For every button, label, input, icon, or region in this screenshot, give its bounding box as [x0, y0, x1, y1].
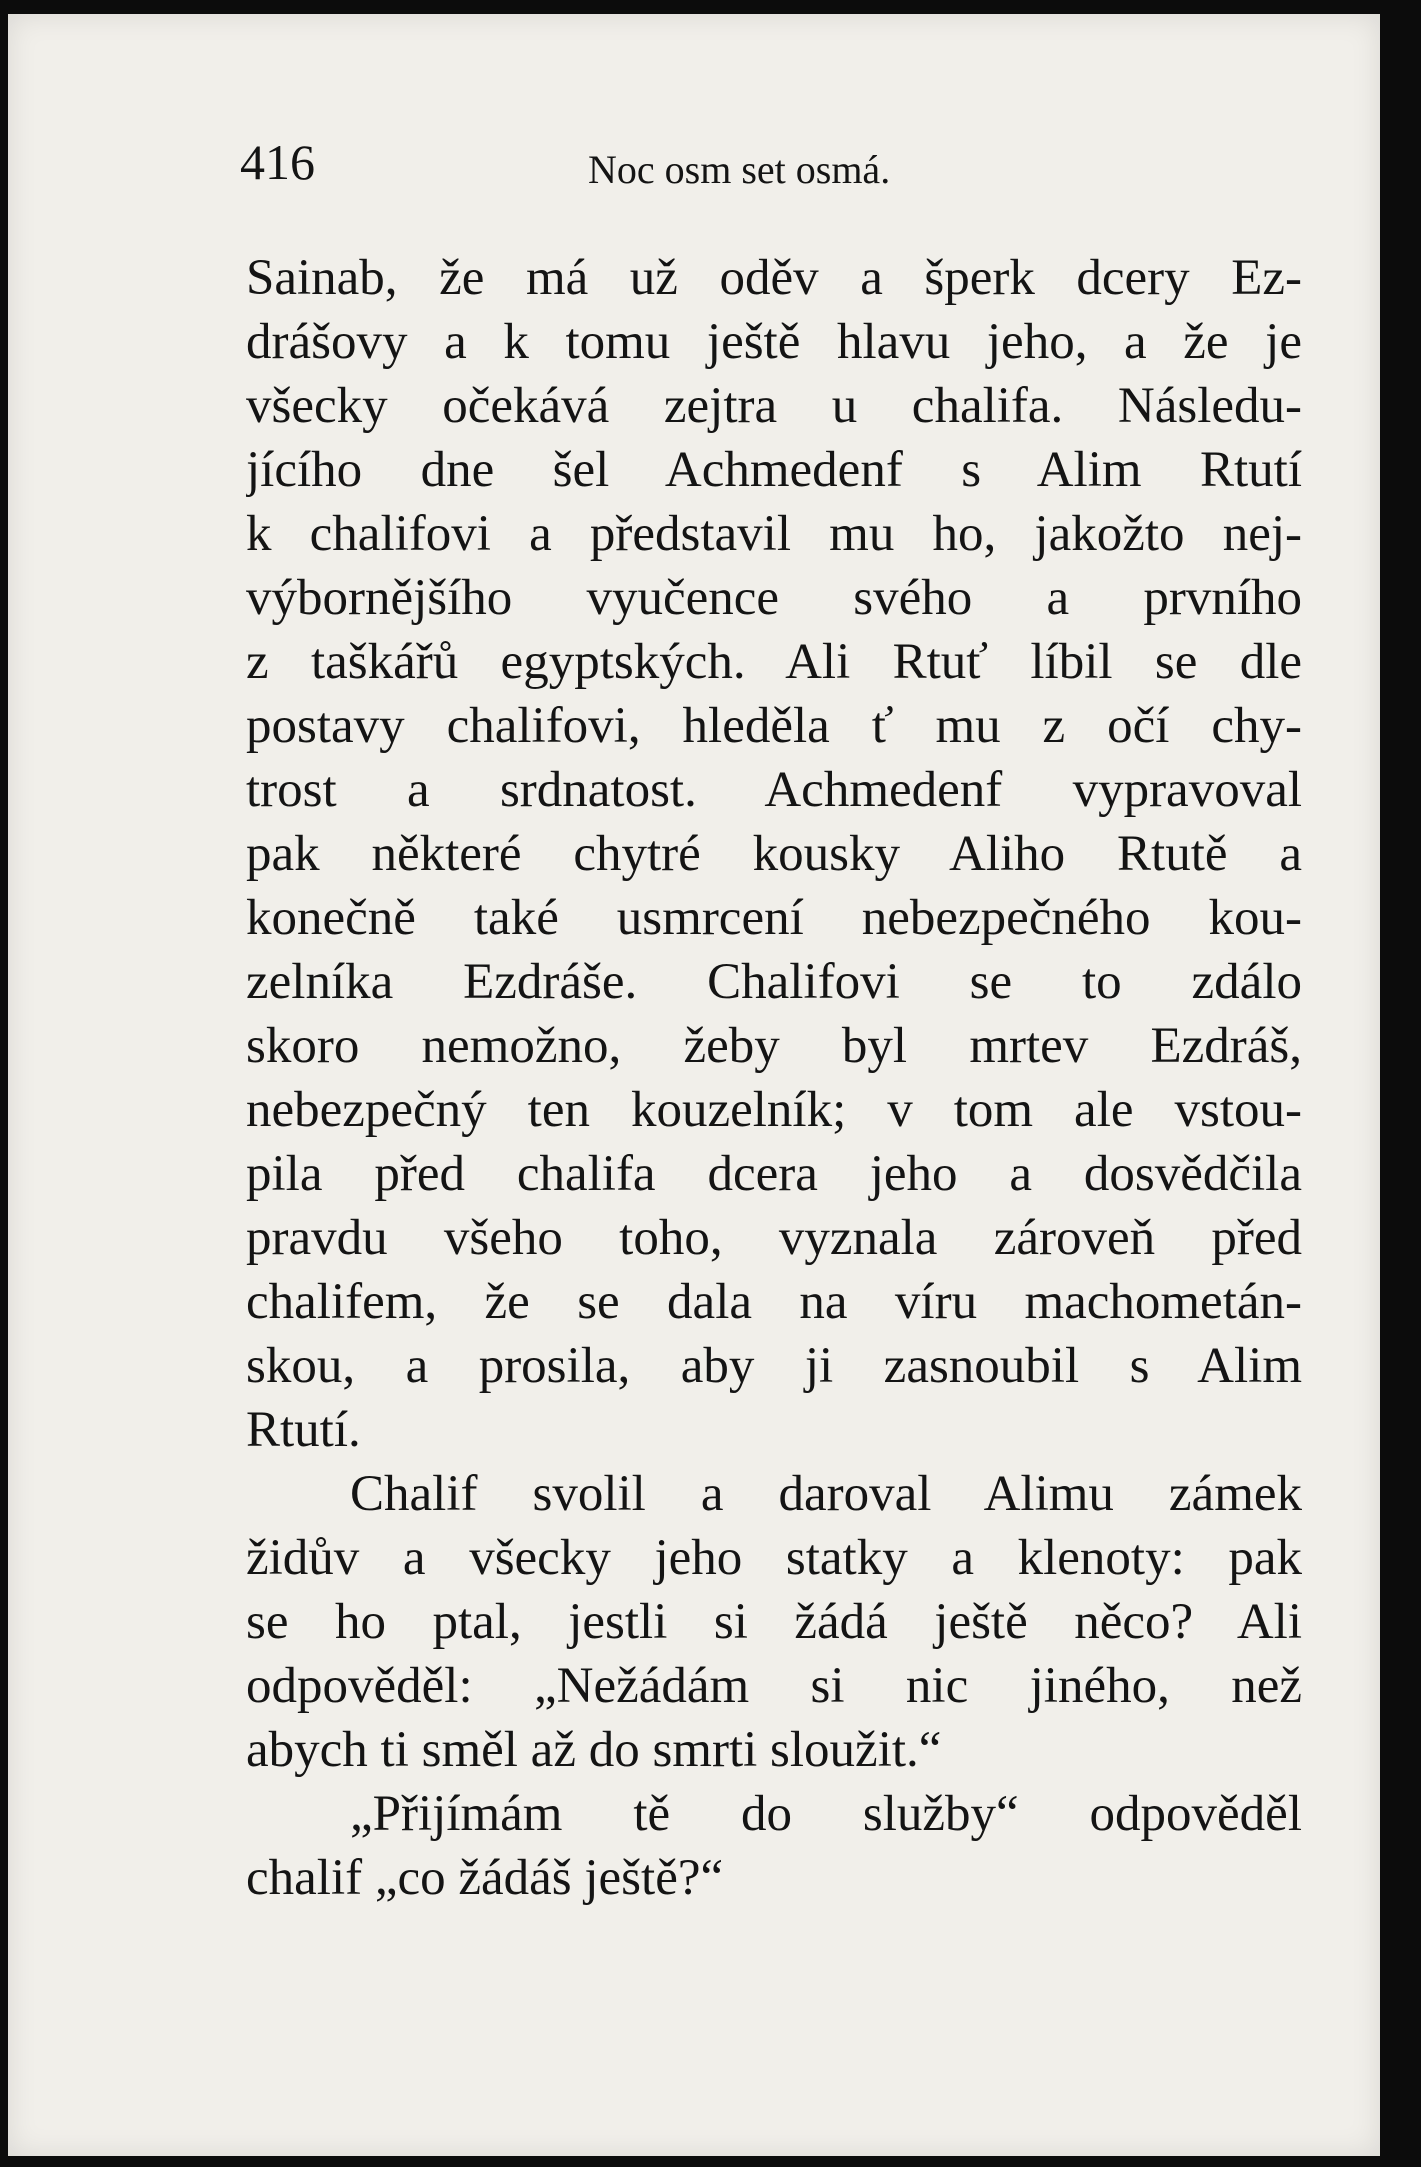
text-line: odpověděl: „Nežádám si nic jiného, než — [246, 1658, 1302, 1714]
text-line: židův a všecky jeho statky a klenoty: pak — [246, 1530, 1302, 1586]
book-page — [8, 14, 1380, 2156]
paragraph — [246, 246, 1302, 1462]
text-line: skou, a prosila, aby ji zasnoubil s Alim — [246, 1338, 1302, 1394]
body-text — [246, 246, 1302, 1910]
text-line: k chalifovi a představil mu ho, jakožto nej- — [246, 506, 1302, 562]
text-line: pila před chalifa dcera jeho a dosvědčila — [246, 1146, 1302, 1202]
text-line: drášovy a k tomu ještě hlavu jeho, a že je — [246, 314, 1302, 370]
text-line: postavy chalifovi, hleděla ť mu z očí chy- — [246, 698, 1302, 754]
text-line: Chalif svolil a daroval Alimu zámek — [350, 1466, 1302, 1522]
text-line: Sainab, že má už oděv a šperk dcery Ez- — [246, 250, 1302, 306]
text-line: se ho ptal, jestli si žádá ještě něco? Ali — [246, 1594, 1302, 1650]
text-line: jícího dne šel Achmedenf s Alim Rtutí — [246, 442, 1302, 498]
running-title: Noc osm set osmá. — [588, 147, 891, 192]
text-line: trost a srdnatost. Achmedenf vypravoval — [246, 762, 1302, 818]
text-line: chalif „co žádáš ještě?“ — [246, 1850, 724, 1906]
text-line: chalifem, že se dala na víru machometán- — [246, 1274, 1302, 1330]
text-line: pravdu všeho toho, vyznala zároveň před — [246, 1210, 1302, 1266]
page-header — [240, 132, 1200, 192]
text-line: z taškářů egyptských. Ali Rtuť líbil se dle — [246, 634, 1302, 690]
text-line: abych ti směl až do smrti sloužit.“ — [246, 1722, 942, 1778]
text-line: nebezpečný ten kouzelník; v tom ale vstou- — [246, 1082, 1302, 1138]
text-line: konečně také usmrcení nebezpečného kou- — [246, 890, 1302, 946]
text-line: pak některé chytré kousky Aliho Rtutě a — [246, 826, 1302, 882]
page-number: 416 — [240, 134, 315, 190]
text-line: všecky očekává zejtra u chalifa. Následu- — [246, 378, 1302, 434]
text-line: výbornějšího vyučence svého a prvního — [246, 570, 1302, 626]
text-line: zelníka Ezdráše. Chalifovi se to zdálo — [246, 954, 1302, 1010]
text-line: „Přijímám tě do služby“ odpověděl — [350, 1786, 1302, 1842]
text-line: Rtutí. — [246, 1402, 361, 1458]
paragraph — [246, 1782, 1302, 1910]
paragraph — [246, 1462, 1302, 1782]
text-line: skoro nemožno, žeby byl mrtev Ezdráš, — [246, 1018, 1302, 1074]
